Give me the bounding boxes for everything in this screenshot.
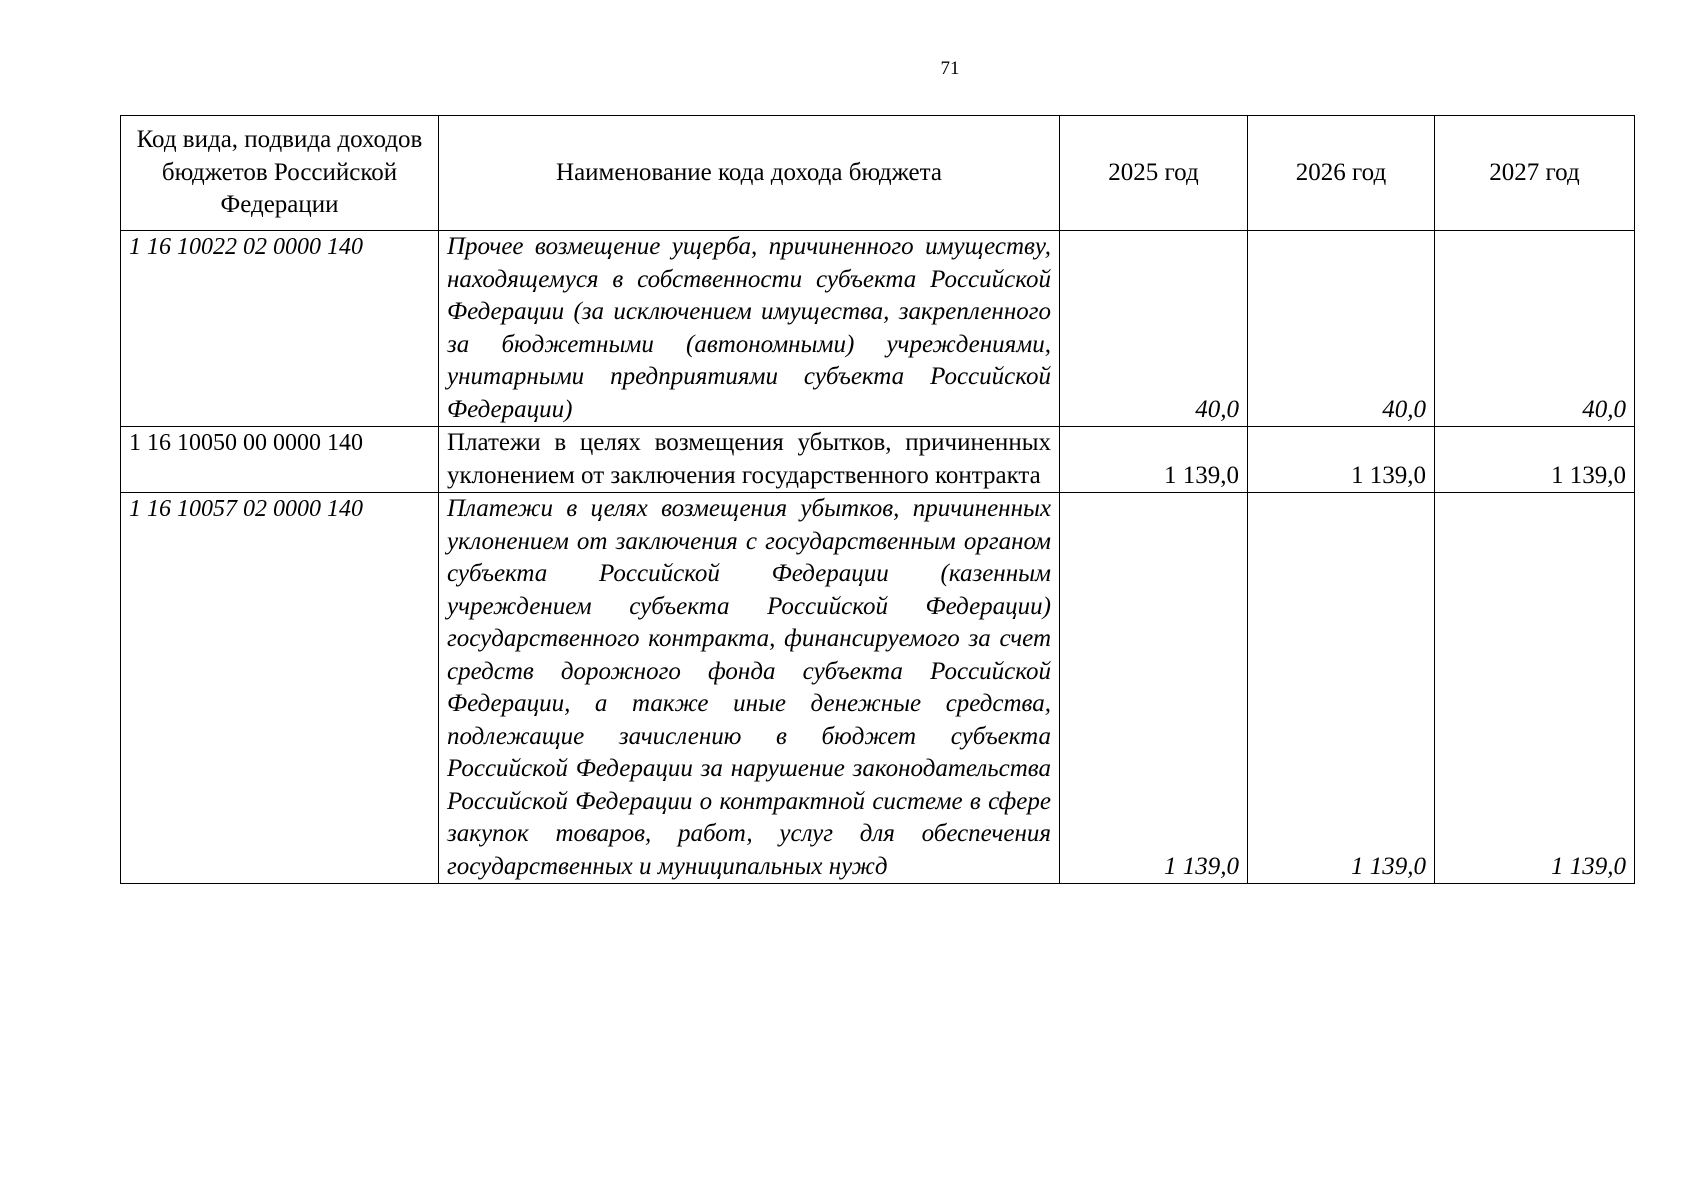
header-2025: 2025 год xyxy=(1060,116,1248,231)
value-2027: 1 139,0 xyxy=(1435,427,1635,493)
value-2027: 1 139,0 xyxy=(1435,493,1635,884)
table-row xyxy=(121,427,1635,493)
income-code: 1 16 10050 00 0000 140 xyxy=(121,427,439,493)
table-row xyxy=(121,493,1635,884)
header-code: Код вида, подвида доходов бюджетов Российской Федерации xyxy=(121,116,439,231)
income-code: 1 16 10057 02 0000 140 xyxy=(121,493,439,884)
income-name: Платежи в целях возмещения убытков, причиненных уклонением от заключения государственного контракта xyxy=(439,427,1060,493)
value-2026: 1 139,0 xyxy=(1248,493,1435,884)
header-row xyxy=(121,116,1635,231)
income-name: Платежи в целях возмещения убытков, причиненных уклонением от заключения с государственным органом субъекта Российской Федерации (казенным учреждением субъекта Российской Федерации) государственного контракта, финансируемого за счет средств дорожного фонда субъекта Российской Федерации, а также иные денежные средства, подлежащие зачислению в бюджет субъекта Российской Федерации за нарушение законодательства Российской Федерации о контрактной системе в сфере закупок товаров, работ, услуг для обеспечения государственных и муниципальных нужд xyxy=(439,493,1060,884)
income-code: 1 16 10022 02 0000 140 xyxy=(121,231,439,427)
value-2026: 40,0 xyxy=(1248,231,1435,427)
value-2027: 40,0 xyxy=(1435,231,1635,427)
budget-income-table xyxy=(120,115,1635,884)
table-body xyxy=(121,231,1635,884)
header-2026: 2026 год xyxy=(1248,116,1435,231)
header-2027: 2027 год xyxy=(1435,116,1635,231)
value-2025: 1 139,0 xyxy=(1060,427,1248,493)
value-2025: 40,0 xyxy=(1060,231,1248,427)
table-row xyxy=(121,231,1635,427)
table-header xyxy=(121,116,1635,231)
value-2026: 1 139,0 xyxy=(1248,427,1435,493)
value-2025: 1 139,0 xyxy=(1060,493,1248,884)
header-name: Наименование кода дохода бюджета xyxy=(439,116,1060,231)
income-name: Прочее возмещение ущерба, причиненного имуществу, находящемуся в собственности субъекта Российской Федерации (за исключением имущества, закрепленного за бюджетными (автономными) учреждениями, унитарными предприятиями субъекта Российской Федерации) xyxy=(439,231,1060,427)
page-number: 71 xyxy=(940,58,960,79)
